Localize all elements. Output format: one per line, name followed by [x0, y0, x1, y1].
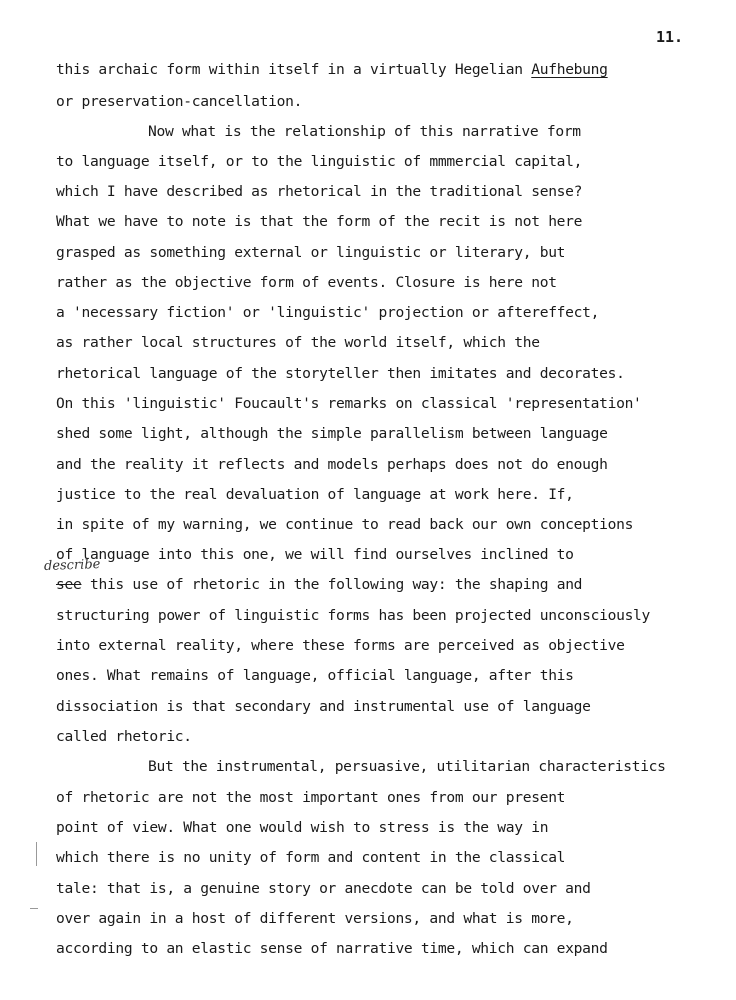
text-line: shed some light, although the simple parallelism between language [56, 425, 608, 442]
text-line: a 'necessary fiction' or 'linguistic' projection or aftereffect, [56, 304, 600, 321]
text-line: On this 'linguistic' Foucault's remarks on classical 'representation' [56, 395, 642, 412]
line-text: this archaic form within itself in a virtually Hegelian [56, 61, 523, 78]
text-line [56, 575, 582, 595]
text-line: But the instrumental, persuasive, utilitarian characteristics [148, 758, 666, 775]
text-line: which I have described as rhetorical in the traditional sense? [56, 183, 583, 200]
handwritten-insert: describe [43, 557, 101, 574]
margin-mark [36, 842, 37, 866]
margin-mark [30, 908, 38, 909]
text-line: to language itself, or to the linguistic of mmmercial capital, [56, 153, 583, 170]
text-line: as rather local structures of the world itself, which the [56, 334, 540, 351]
text-line: into external reality, where these forms are perceived as objective [56, 637, 625, 654]
text-line: justice to the real devaluation of language at work here. If, [56, 486, 574, 503]
text-line: in spite of my warning, we continue to read back our own conceptions [56, 516, 634, 533]
text-line: ones. What remains of language, official language, after this [56, 667, 574, 684]
text-line: grasped as something external or linguistic or literary, but [56, 244, 566, 261]
text-line: tale: that is, a genuine story or anecdote can be told over and [56, 880, 591, 897]
text-line: which there is no unity of form and content in the classical [56, 849, 566, 866]
text-line: over again in a host of different versions, and what is more, [56, 910, 574, 927]
text-line: of language into this one, we will find ourselves inclined to [56, 546, 574, 563]
text-line: of rhetoric are not the most important ones from our present [56, 789, 566, 806]
text-line: rhetorical language of the storyteller then imitates and decorates. [56, 365, 625, 382]
underlined-word: Aufhebung [531, 61, 608, 78]
text-line: according to an elastic sense of narrative time, which can expand [56, 940, 608, 957]
text-line: point of view. What one would wish to stress is the way in [56, 819, 549, 836]
text-line: rather as the objective form of events. Closure is here not [56, 274, 557, 291]
text-line: Now what is the relationship of this narrative form [148, 123, 581, 140]
text-line: and the reality it reflects and models perhaps does not do enough [56, 456, 608, 473]
text-line: What we have to note is that the form of the recit is not here [56, 213, 583, 230]
text-line: dissociation is that secondary and instrumental use of language [56, 698, 591, 715]
page-number: 11. [656, 28, 684, 46]
struck-word: see [56, 576, 82, 593]
line-text: this use of rhetoric in the following way: the shaping and [89, 576, 583, 593]
text-line [56, 60, 608, 80]
text-line: called rhetoric. [56, 728, 192, 745]
text-line: or preservation-cancellation. [56, 93, 303, 110]
text-line: structuring power of linguistic forms has been projected unconsciously [56, 607, 651, 624]
